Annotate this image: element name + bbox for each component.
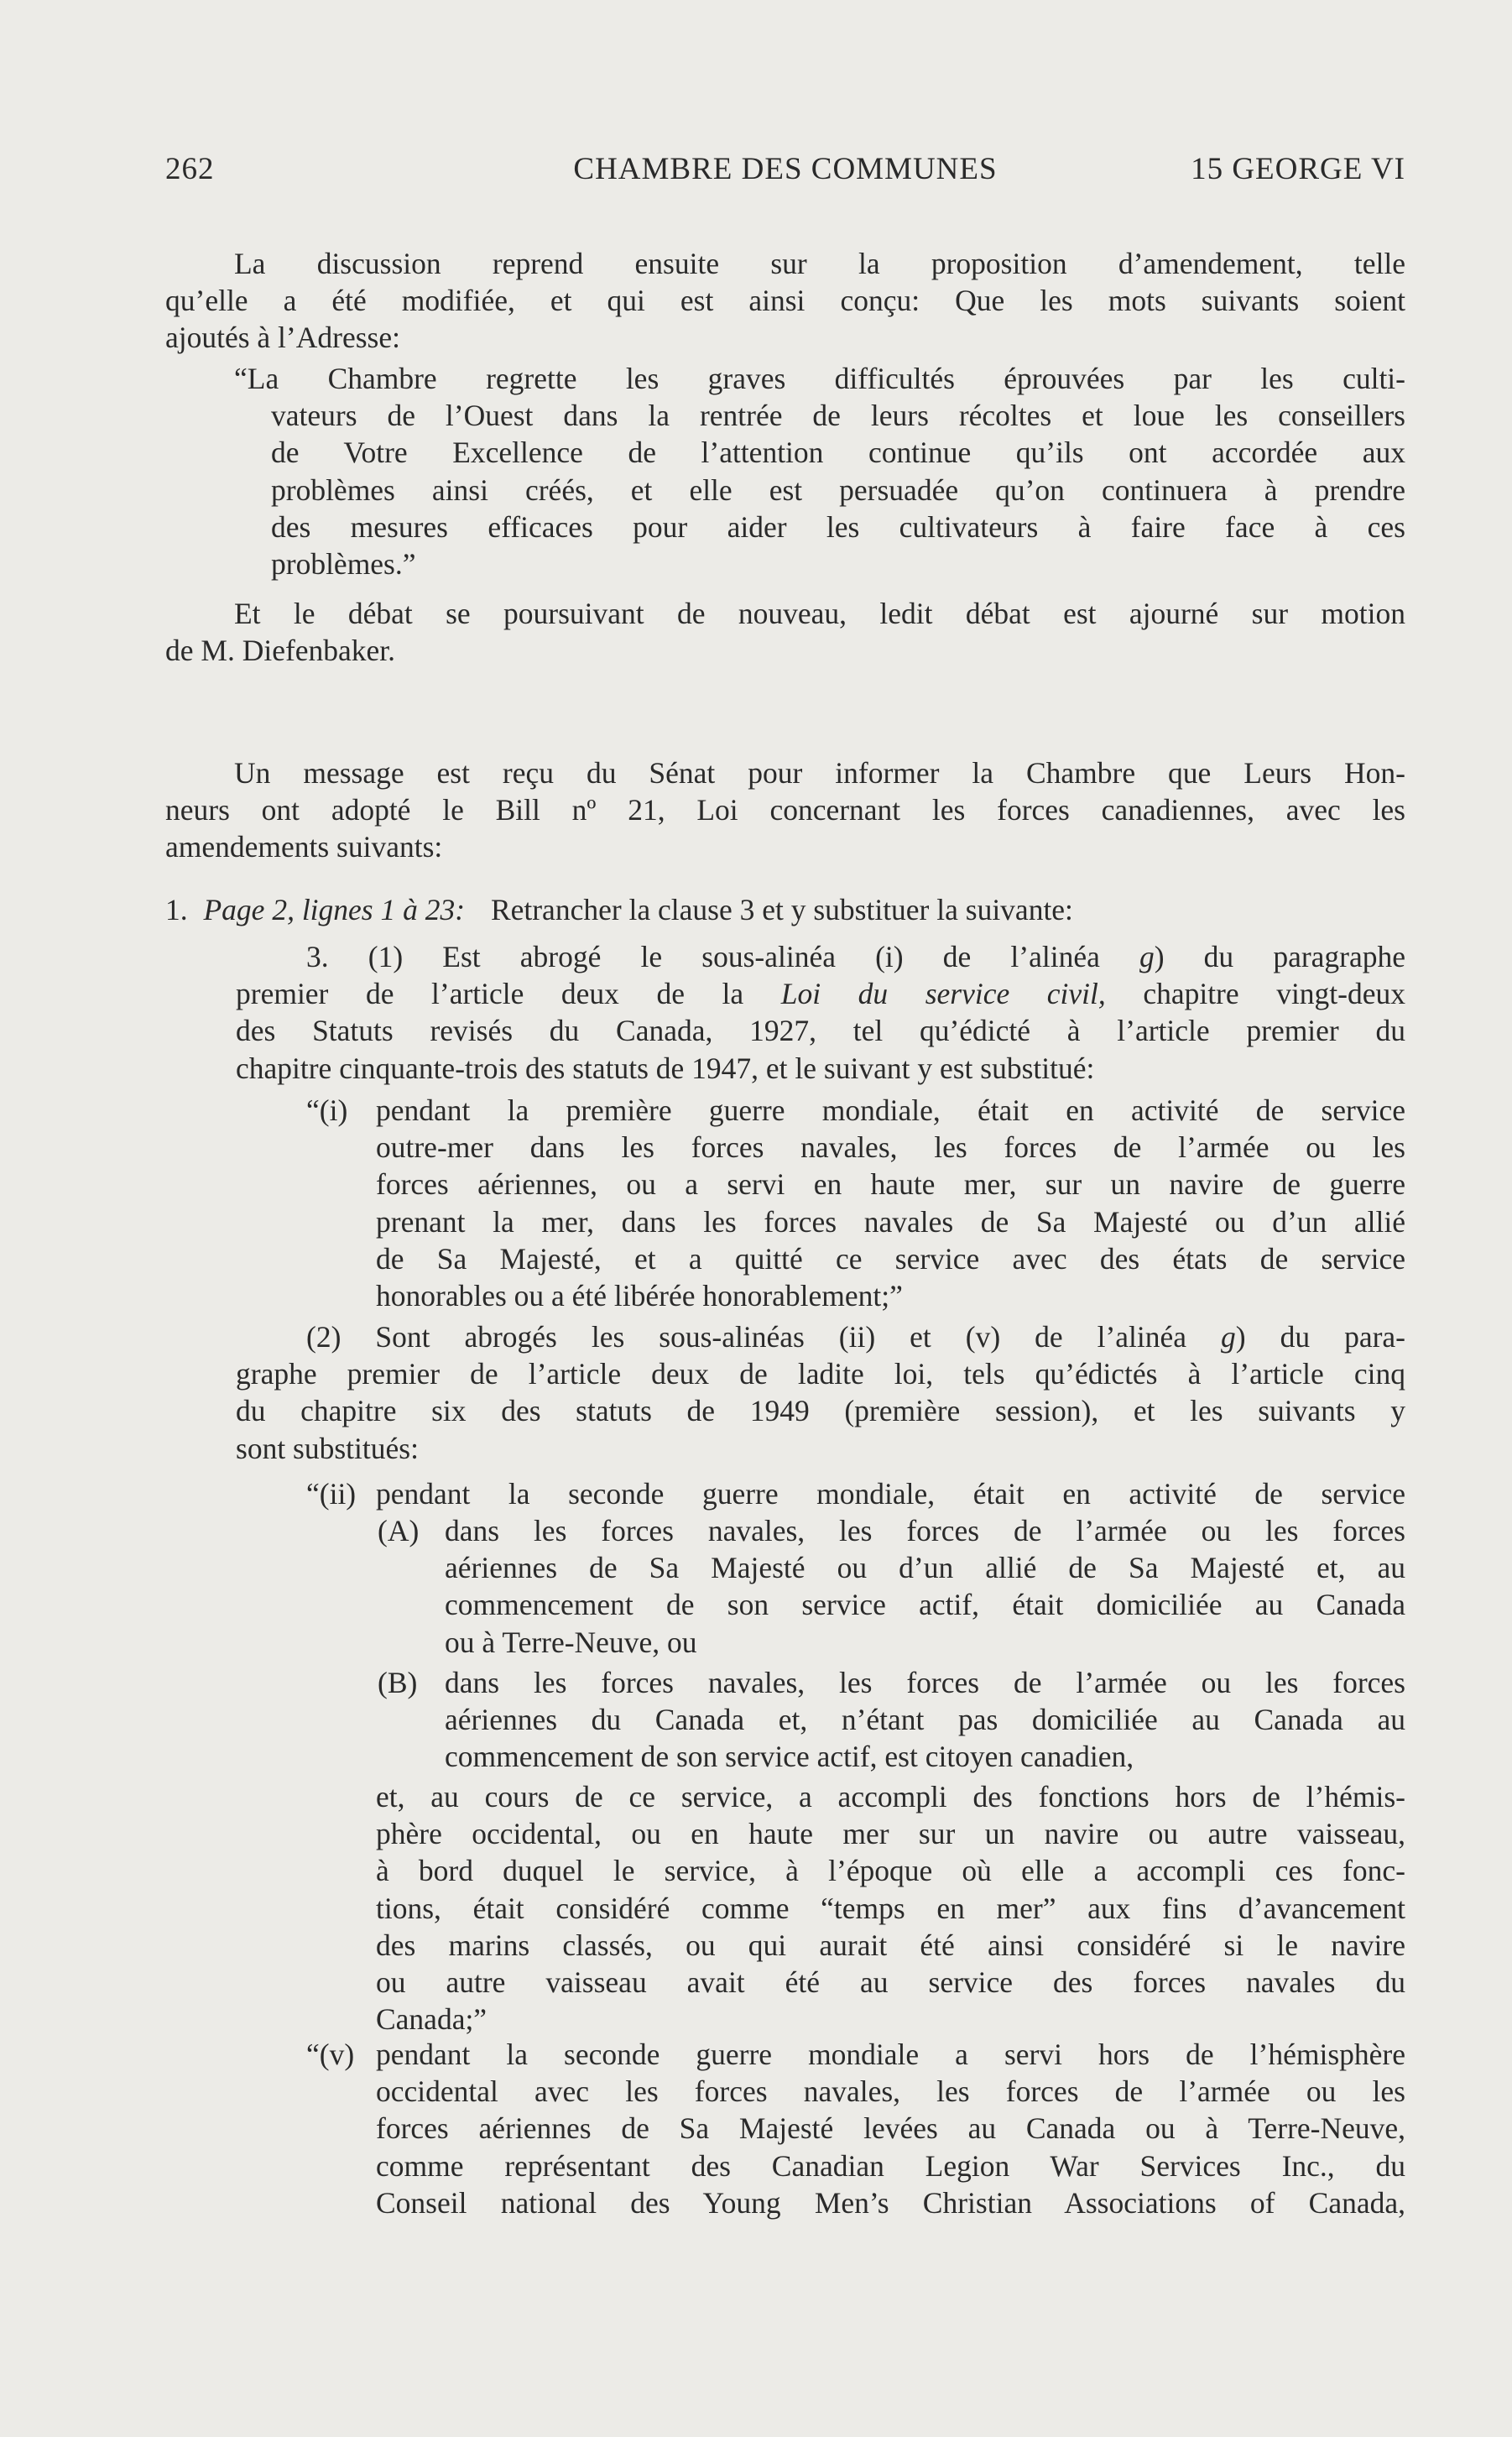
text-line: aériennes du Canada et, n’étant pas domiciliée au Canada au [445,1703,1405,1737]
text-line: sont substitués: [236,1431,419,1465]
text-line: tions, était considéré comme “temps en mer” aux fins d’avancement [376,1891,1405,1925]
text-line: Et le débat se poursuivant de nouveau, ledit débat est ajourné sur motion [234,597,1405,630]
subparagraph-body [376,2036,1405,2258]
text-line: commencement de son service actif, est citoyen canadien, [445,1740,1134,1774]
text-line: Canada;” [376,2002,487,2037]
running-title: CHAMBRE DES COMMUNES [573,152,998,186]
text-line: aériennes de Sa Majesté ou d’un allié de Sa Majesté et, au [445,1551,1405,1585]
text-line: ou autre vaisseau avait été au service des forces navales du [376,1965,1405,2000]
text-line: de Sa Majesté, et a quitté ce service avec des états de service [376,1241,1405,1276]
subparagraph-v [306,2036,1405,2258]
text-line: problèmes ainsi créés, et elle est persuadée qu’on continuera à prendre [271,472,1405,507]
text-line: de M. Diefenbaker. [165,634,396,668]
text-line: honorables ou a été libérée honorablement;” [376,1279,903,1313]
text-line: pendant la seconde guerre mondiale a servi hors de l’hémisphère [376,2038,1405,2071]
page-number: 262 [165,152,215,186]
subparagraph-label: “(i) [306,1093,348,1127]
paragraph-debate-adjourned [165,595,1405,707]
text-line: ou à Terre-Neuve, ou [445,1625,697,1659]
text-line: ajoutés à l’Adresse: [165,321,400,355]
subparagraph-ii-tail [376,1778,1405,2075]
text-line: “La Chambre regrette les graves difficultés éprouvées par les culti- [234,362,1405,395]
text-line: vateurs de l’Ouest dans la rentrée de leurs récoltes et loue les conseillers [271,399,1405,433]
text-line: pendant la première guerre mondiale, était en activité de service [376,1093,1405,1127]
paragraph-senate-message [165,754,1405,903]
item-instruction: Retrancher la clause 3 et y substituer la suivante: [490,893,1073,926]
text-line: des mesures efficaces pour aider les cultivateurs à faire face à ces [271,509,1405,544]
item-number: 1. [165,893,188,926]
page-header [165,151,1405,193]
text-line: dans les forces navales, les forces de l’armée ou les forces [445,1514,1405,1547]
reign-year: 15 GEORGE VI [1191,152,1405,186]
text-line: neurs ont adopté le Bill nº 21, Loi concernant les forces canadiennes, avec les [165,793,1405,827]
amendment-item-1 [165,891,1405,928]
text-line: (2) Sont abrogés les sous-alinéas (ii) et (v) de l’alinéa g) du para- [306,1320,1405,1354]
clause-label: (A) [378,1514,420,1547]
text-line: Conseil national des Young Men’s Christian Associations of Canada, [376,2185,1405,2220]
text-line: occidental avec les forces navales, les forces de l’armée ou les [376,2074,1405,2109]
text-line: des Statuts revisés du Canada, 1927, tel qu’édicté à l’article premier du [236,1014,1405,1048]
text-line: chapitre cinquante-trois des statuts de 1947, et le suivant y est substitué: [236,1051,1095,1085]
text-line: forces aériennes, ou a servi en haute mer, sur un navire de guerre [376,1167,1405,1202]
text-line: phère occidental, ou en haute mer sur un navire ou autre vaisseau, [376,1817,1405,1851]
text-line: Un message est reçu du Sénat pour informer la Chambre que Leurs Hon- [234,756,1405,790]
subparagraph-label: “(v) [306,2038,355,2071]
item-reference: Page 2, lignes 1 à 23: [203,893,466,926]
text-line: amendements suivants: [165,830,443,864]
text-line: problèmes.” [271,547,416,582]
text-line: pendant la seconde guerre mondiale, était en activité de service [376,1477,1405,1511]
text-line: prenant la mer, dans les forces navales de Sa Majesté ou d’un allié [376,1204,1405,1239]
text-line: La discussion reprend ensuite sur la proposition d’amendement, telle [234,247,1405,280]
text-line: de Votre Excellence de l’attention continue qu’ils ont accordée aux [271,436,1405,470]
text-line: comme représentant des Canadian Legion War Services Inc., du [376,2148,1405,2183]
clause-label: (B) [378,1666,418,1699]
subparagraph-i [306,1092,1405,1351]
text-line: à bord duquel le service, à l’époque où elle a accompli ces fonc- [376,1854,1405,1888]
text-line: 3. (1) Est abrogé le sous-alinéa (i) de l’alinéa g) du paragraphe [306,940,1405,973]
text-line: forces aériennes de Sa Majesté levées au Canada ou à Terre-Neuve, [376,2111,1405,2146]
subparagraph-label: “(ii) [306,1477,357,1511]
quoted-amendment [234,360,1405,619]
text-line: des marins classés, ou qui aurait été ainsi considéré si le navire [376,1928,1405,1962]
text-line: commencement de son service actif, était domiciliée au Canada [445,1588,1405,1622]
text-line: outre-mer dans les forces navales, les forces de l’armée ou les [376,1130,1405,1165]
text-line: premier de l’article deux de la Loi du service civil, chapitre vingt-deux [236,977,1406,1011]
text-line: graphe premier de l’article deux de ladite loi, tels qu’édictés à l’article cinq [236,1357,1405,1391]
text-line: et, au cours de ce service, a accompli des fonctions hors de l’hémis- [376,1780,1405,1813]
text-line: du chapitre six des statuts de 1949 (première session), et les suivants y [236,1394,1405,1428]
text-line: dans les forces navales, les forces de l’armée ou les forces [445,1666,1405,1699]
text-line: qu’elle a été modifiée, et qui est ainsi conçu: Que les mots suivants soient [165,284,1405,318]
subparagraph-body [376,1092,1405,1351]
